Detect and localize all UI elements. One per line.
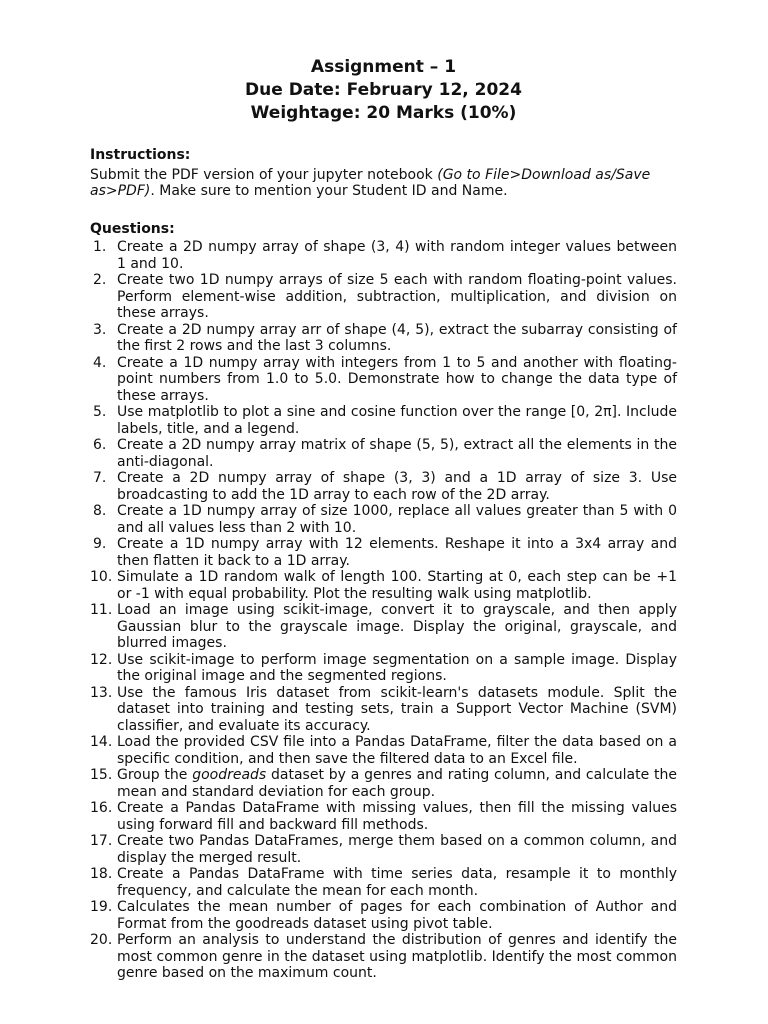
- question-number: 7.: [93, 470, 107, 486]
- question-item: [90, 272, 677, 322]
- question-number-cell: [90, 800, 117, 833]
- questions-heading: Questions:: [90, 220, 175, 237]
- question-number: 11.: [90, 602, 113, 618]
- question-number: 19.: [90, 899, 113, 915]
- question-number-cell: [90, 239, 117, 272]
- question-number-cell: [90, 272, 117, 322]
- assignment-title: Assignment – 1: [310, 57, 457, 77]
- question-text: Create a 1D numpy array of size 1000, replace all values greater than 5 with 0 and all values less than 2 with 10.: [117, 503, 677, 536]
- question-item: [90, 685, 677, 735]
- question-text: Create a 2D numpy array of shape (3, 4) with random integer values between 1 and 10.: [117, 239, 677, 272]
- question-item: [90, 470, 677, 503]
- question-item: [90, 404, 677, 437]
- question-text: Create a 1D numpy array with 12 elements. Reshape it into a 3x4 array and then flatten it back to a 1D array.: [117, 536, 677, 569]
- question-number-cell: [90, 866, 117, 899]
- question-number: 14.: [90, 734, 113, 750]
- question-text: Use scikit-image to perform image segmentation on a sample image. Display the original image and the segmented regions.: [117, 651, 677, 684]
- question-text-italic: goodreads: [192, 767, 267, 783]
- question-item: [90, 437, 677, 470]
- question-text: [117, 767, 677, 800]
- question-number: 10.: [90, 569, 113, 585]
- question-number-cell: [90, 569, 117, 602]
- question-item: [90, 932, 677, 982]
- question-number-cell: [90, 503, 117, 536]
- instructions-text: [90, 167, 677, 200]
- question-number: 9.: [93, 536, 107, 552]
- question-item: [90, 239, 677, 272]
- question-text: Create a Pandas DataFrame with missing values, then fill the missing values using forward fill and backward fill methods.: [117, 800, 677, 833]
- question-text: Create a 1D numpy array with integers from 1 to 5 and another with floating-point numbers from 1.0 to 5.0. Demonstrate how to change the data type of these arrays.: [117, 354, 677, 404]
- instructions-text-italic: (Go to File>Download as/Save as>PDF): [90, 166, 651, 199]
- question-number-cell: [90, 322, 117, 355]
- question-text: Perform an analysis to understand the distribution of genres and identify the most common genre in the dataset using matplotlib. Identify the most common genre based on the maximum count.: [117, 932, 677, 981]
- question-number-cell: [90, 685, 117, 735]
- question-text: Create a 2D numpy array arr of shape (4, 5), extract the subarray consisting of the first 2 rows and the last 3 columns.: [117, 321, 677, 354]
- question-item: [90, 734, 677, 767]
- question-text: Create two 1D numpy arrays of size 5 each with random floating-point values. Perform element-wise addition, subtraction, multiplication, and division on these arrays.: [117, 272, 677, 321]
- question-item: [90, 767, 677, 800]
- question-number-cell: [90, 602, 117, 652]
- question-text: Simulate a 1D random walk of length 100. Starting at 0, each step can be +1 or -1 with equal probability. Plot the resulting walk using matplotlib.: [117, 569, 677, 602]
- question-text: Calculates the mean number of pages for each combination of Author and Format from the goodreads dataset using pivot table.: [117, 899, 677, 932]
- question-number-cell: [90, 437, 117, 470]
- question-item: [90, 503, 677, 536]
- question-text-before: Group the: [117, 767, 193, 783]
- instructions-heading: Instructions:: [90, 147, 191, 163]
- question-text: Use matplotlib to plot a sine and cosine function over the range [0, 2π]. Include labels, title, and a legend.: [117, 404, 677, 437]
- due-date: Due Date: February 12, 2024: [245, 80, 522, 100]
- instructions-text-before: Submit the PDF version of your jupyter notebook: [90, 166, 438, 183]
- question-number: 18.: [90, 866, 113, 882]
- question-number: 20.: [90, 932, 113, 948]
- question-number: 8.: [93, 503, 107, 519]
- question-text: Load an image using scikit-image, convert it to grayscale, and then apply Gaussian blur to the grayscale image. Display the original, grayscale, and blurred images.: [117, 602, 677, 651]
- question-number: 16.: [90, 800, 113, 816]
- question-number-cell: [90, 355, 117, 405]
- question-item: [90, 800, 677, 833]
- question-number: 15.: [90, 767, 113, 783]
- question-item: [90, 322, 677, 355]
- question-number-cell: [90, 899, 117, 932]
- question-item: [90, 602, 677, 652]
- question-text-after: dataset by a genres and rating column, and calculate the mean and standard deviation for each group.: [117, 767, 677, 800]
- question-number: 2.: [93, 272, 107, 288]
- question-number-cell: [90, 404, 117, 437]
- question-number-cell: [90, 734, 117, 767]
- question-number: 4.: [93, 354, 107, 371]
- question-number: 12.: [90, 651, 113, 668]
- question-item: [90, 652, 677, 685]
- question-number-cell: [90, 536, 117, 569]
- question-item: [90, 866, 677, 899]
- title-block: [90, 56, 677, 125]
- instructions-section: [90, 147, 677, 200]
- question-number-cell: [90, 767, 117, 800]
- question-text: Create a 2D numpy array of shape (3, 3) and a 1D array of size 3. Use broadcasting to add the 1D array to each row of the 2D array.: [117, 470, 677, 503]
- question-item: [90, 899, 677, 932]
- question-number-cell: [90, 833, 117, 866]
- question-item: [90, 355, 677, 405]
- question-number: 3.: [93, 321, 107, 338]
- document-page: [90, 56, 677, 982]
- question-number: 13.: [90, 684, 113, 701]
- question-text: Create a 2D numpy array matrix of shape (5, 5), extract all the elements in the anti-diagonal.: [117, 437, 677, 470]
- question-text: Create two Pandas DataFrames, merge them based on a common column, and display the merged result.: [117, 833, 677, 866]
- question-item: [90, 536, 677, 569]
- weightage: Weightage: 20 Marks (10%): [250, 103, 517, 123]
- question-number-cell: [90, 652, 117, 685]
- question-text: Load the provided CSV file into a Pandas DataFrame, filter the data based on a specific condition, and then save the filtered data to an Excel file.: [117, 734, 677, 767]
- question-number: 6.: [93, 437, 107, 453]
- question-number: 1.: [93, 239, 107, 255]
- question-text: Create a Pandas DataFrame with time series data, resample it to monthly frequency, and calculate the mean for each month.: [117, 866, 677, 899]
- question-item: [90, 833, 677, 866]
- question-list: [90, 239, 677, 982]
- instructions-text-after: . Make sure to mention your Student ID and Name.: [150, 183, 508, 199]
- questions-section: [90, 221, 677, 982]
- question-number-cell: [90, 932, 117, 982]
- question-item: [90, 569, 677, 602]
- question-text: Use the famous Iris dataset from scikit-learn's datasets module. Split the dataset into training and testing sets, train a Support Vector Machine (SVM) classifier, and evaluate its accuracy.: [117, 684, 677, 734]
- question-number: 5.: [93, 404, 107, 420]
- question-number: 17.: [90, 833, 113, 849]
- question-number-cell: [90, 470, 117, 503]
